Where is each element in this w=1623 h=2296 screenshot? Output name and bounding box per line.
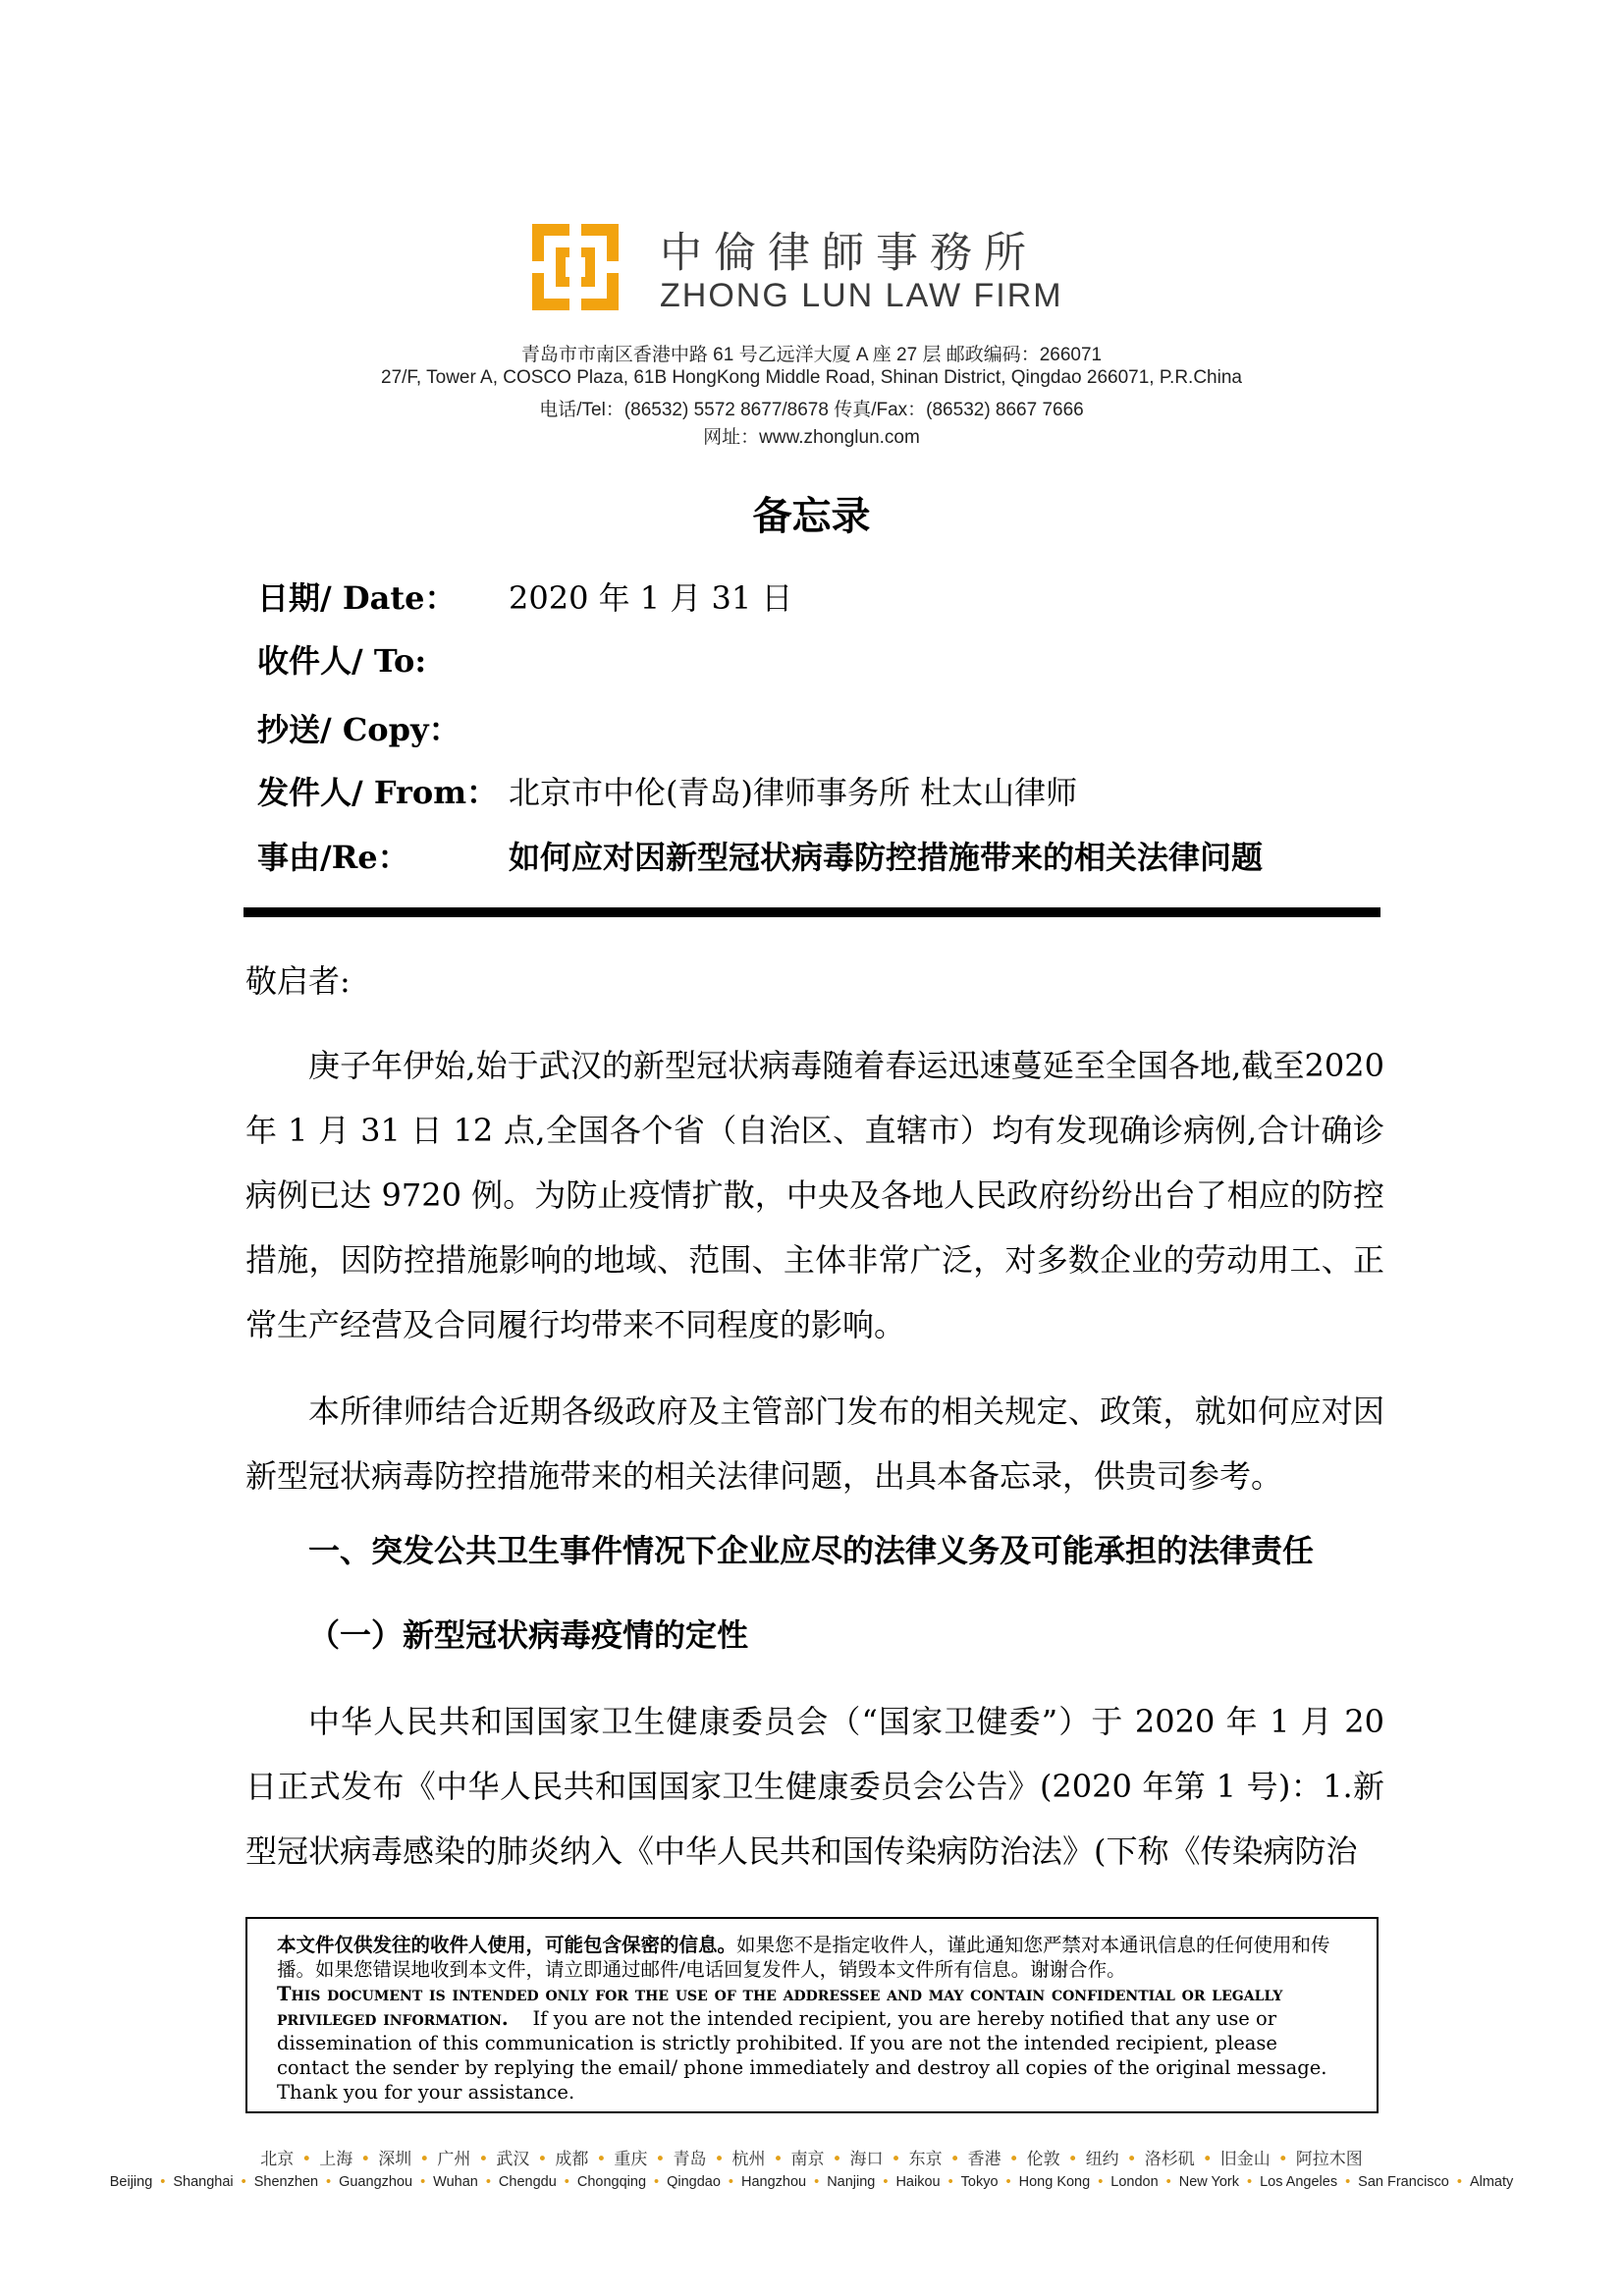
confid-en-bold: This document is intended only for the use of the addressee and may contain confidential or legally privileged information. xyxy=(277,1983,1283,2030)
office-city: 杭州 xyxy=(731,2150,766,2169)
separator-dot-icon: • xyxy=(485,2174,491,2190)
firm-name-en: ZHONG LUN LAW FIRM xyxy=(660,277,1063,314)
office-city: 青岛 xyxy=(673,2150,707,2169)
header-divider xyxy=(243,907,1380,917)
confid-cn-rest: 如果您不是指定收件人，谨此通知您严禁对本通讯信息的任何使用和传播。如果您错误地收到本文件，请立即通过邮件/电话回复发件人，销毁本文件所有信息。谢谢合作。 xyxy=(277,1934,1330,1981)
office-city: 纽约 xyxy=(1085,2150,1119,2169)
office-city: 伦敦 xyxy=(1026,2150,1060,2169)
separator-dot-icon: • xyxy=(714,2150,725,2169)
office-city: Chengdu xyxy=(498,2174,557,2190)
separator-dot-icon: • xyxy=(537,2150,548,2169)
office-city: Hangzhou xyxy=(741,2174,807,2190)
paragraph-text: 中华人民共和国国家卫生健康委员会（“国家卫健委”）于 2020 年 1 月 20 日正式发布《中华人民共和国国家卫生健康委员会公告》(2020 年第 1 号)：1.新型冠状病毒感染的肺炎纳入《中华人民共和国传染病防治法》(下称《传染病防治 xyxy=(245,1703,1384,1870)
from-value: 北京市中伦(青岛)律师事务所 杜太山律师 xyxy=(509,774,1078,811)
separator-dot-icon: • xyxy=(654,2174,660,2190)
separator-dot-icon: • xyxy=(832,2150,842,2169)
separator-dot-icon: • xyxy=(564,2174,569,2190)
body-paragraph-1 xyxy=(245,1033,1384,1357)
to-label: 收件人/ To: xyxy=(257,642,427,680)
re-value: 如何应对因新型冠状病毒防控措施带来的相关法律问题 xyxy=(509,839,1264,876)
re-label: 事由/Re： xyxy=(257,839,409,876)
office-city: Almaty xyxy=(1469,2174,1514,2190)
separator-dot-icon: • xyxy=(947,2174,953,2190)
separator-dot-icon: • xyxy=(419,2150,430,2169)
memo-title: 备忘录 xyxy=(752,494,871,539)
separator-dot-icon: • xyxy=(1005,2174,1011,2190)
separator-dot-icon: • xyxy=(1247,2174,1253,2190)
separator-dot-icon: • xyxy=(360,2150,371,2169)
office-city: London xyxy=(1110,2174,1159,2190)
office-city: Wuhan xyxy=(433,2174,478,2190)
office-city: Beijing xyxy=(109,2174,153,2190)
separator-dot-icon: • xyxy=(420,2174,426,2190)
office-city: 洛杉矶 xyxy=(1144,2150,1195,2169)
confidentiality-cn xyxy=(277,1933,1351,1982)
office-cities-en xyxy=(0,2174,1623,2190)
office-city: Nanjing xyxy=(827,2174,876,2190)
office-city: 广州 xyxy=(437,2150,471,2169)
separator-dot-icon: • xyxy=(301,2150,312,2169)
address-cn: 青岛市市南区香港中路 61 号乙远洋大厦 A 座 27 层 邮政编码：266071 xyxy=(520,345,1103,365)
separator-dot-icon: • xyxy=(1202,2150,1213,2169)
separator-dot-icon: • xyxy=(478,2150,489,2169)
office-city: 东京 xyxy=(908,2150,943,2169)
separator-dot-icon: • xyxy=(1456,2174,1462,2190)
office-city: 深圳 xyxy=(378,2150,412,2169)
confidentiality-en xyxy=(277,1982,1351,2105)
heading-text: （一）新型冠状病毒疫情的定性 xyxy=(308,1616,749,1654)
date-label: 日期/ Date： xyxy=(257,579,457,617)
date-value: 2020 年 1 月 31 日 xyxy=(509,579,793,617)
office-city: Haikou xyxy=(895,2174,941,2190)
office-city: 香港 xyxy=(967,2150,1001,2169)
office-city: Los Angeles xyxy=(1260,2174,1338,2190)
office-city: 上海 xyxy=(319,2150,353,2169)
separator-dot-icon: • xyxy=(1126,2150,1137,2169)
office-city: 旧金山 xyxy=(1219,2150,1271,2169)
paragraph-text: 本所律师结合近期各级政府及主管部门发布的相关规定、政策，就如何应对因新型冠状病毒防控措施带来的相关法律问题，出具本备忘录，供贵司参考。 xyxy=(245,1393,1384,1495)
office-cities-cn xyxy=(0,2145,1623,2169)
copy-label: 抄送/ Copy： xyxy=(257,711,460,748)
separator-dot-icon: • xyxy=(773,2150,784,2169)
phone-fax: 电话/Tel：(86532) 5572 8677/8678 传真/Fax：(86532) 8667 7666 xyxy=(539,400,1084,420)
firm-logo-icon xyxy=(530,222,621,312)
separator-dot-icon: • xyxy=(949,2150,960,2169)
salutation-block xyxy=(245,949,1384,1013)
section-heading-2 xyxy=(245,1603,1384,1667)
address-en: 27/F, Tower A, COSCO Plaza, 61B HongKong Middle Road, Shinan District, Qingdao 266071, P.R.China xyxy=(381,367,1242,388)
separator-dot-icon: • xyxy=(1165,2174,1171,2190)
separator-dot-icon: • xyxy=(655,2150,666,2169)
office-city: 武汉 xyxy=(496,2150,530,2169)
office-city: Hong Kong xyxy=(1018,2174,1091,2190)
separator-dot-icon: • xyxy=(1008,2150,1019,2169)
office-city: 阿拉木图 xyxy=(1295,2150,1363,2169)
office-city: Shenzhen xyxy=(253,2174,319,2190)
from-label: 发件人/ From： xyxy=(257,774,499,811)
separator-dot-icon: • xyxy=(1345,2174,1351,2190)
separator-dot-icon: • xyxy=(596,2150,607,2169)
separator-dot-icon: • xyxy=(160,2174,166,2190)
separator-dot-icon: • xyxy=(1277,2150,1288,2169)
office-city: 重庆 xyxy=(614,2150,648,2169)
separator-dot-icon: • xyxy=(1067,2150,1078,2169)
office-city: New York xyxy=(1178,2174,1239,2190)
office-city: 海口 xyxy=(849,2150,884,2169)
separator-dot-icon: • xyxy=(728,2174,733,2190)
office-city: Chongqing xyxy=(576,2174,647,2190)
office-city: Guangzhou xyxy=(339,2174,413,2190)
confid-en-rest: If you are not the intended recipient, you are hereby notified that any use or dissemination of this communication is strictly prohibited. If you are not the intended recipient, please contact the sender by replying the email/ phone immediately and destroy all copies of the original message. Thank you for your assistance. xyxy=(277,2007,1327,2104)
office-city: 成都 xyxy=(555,2150,589,2169)
separator-dot-icon: • xyxy=(326,2174,332,2190)
firm-name-cn: 中倫律師事務所 xyxy=(660,229,1038,278)
body-paragraph-2 xyxy=(245,1379,1384,1508)
office-city: Qingdao xyxy=(667,2174,721,2190)
separator-dot-icon: • xyxy=(814,2174,820,2190)
office-city: Shanghai xyxy=(173,2174,234,2190)
body-paragraph-3 xyxy=(245,1689,1384,1884)
section-heading-1 xyxy=(245,1518,1384,1583)
confid-cn-bold: 本文件仅供发往的收件人使用，可能包含保密的信息。 xyxy=(277,1934,737,1956)
separator-dot-icon: • xyxy=(1098,2174,1104,2190)
separator-dot-icon: • xyxy=(883,2174,889,2190)
office-city: 北京 xyxy=(260,2150,295,2169)
confidentiality-notice xyxy=(245,1917,1379,2113)
office-city: 南京 xyxy=(790,2150,825,2169)
office-city: San Francisco xyxy=(1358,2174,1449,2190)
office-city: Tokyo xyxy=(960,2174,999,2190)
separator-dot-icon: • xyxy=(891,2150,901,2169)
website: 网址：www.zhonglun.com xyxy=(703,427,920,448)
separator-dot-icon: • xyxy=(241,2174,246,2190)
salutation: 敬启者: xyxy=(245,962,351,1000)
paragraph-text: 庚子年伊始,始于武汉的新型冠状病毒随着春运迅速蔓延至全国各地,截至2020 年 1 月 31 日 12 点,全国各个省（自治区、直辖市）均有发现确诊病例,合计确诊病例已达 9720 例。为防止疫情扩散，中央及各地人民政府纷纷出台了相应的防控措施，因防控措施影响的地域、范围、主体非常广泛，对多数企业的劳动用工、正常生产经营及合同履行均带来不同程度的影响。 xyxy=(245,1047,1384,1343)
heading-text: 一、突发公共卫生事件情况下企业应尽的法律义务及可能承担的法律责任 xyxy=(308,1532,1315,1569)
